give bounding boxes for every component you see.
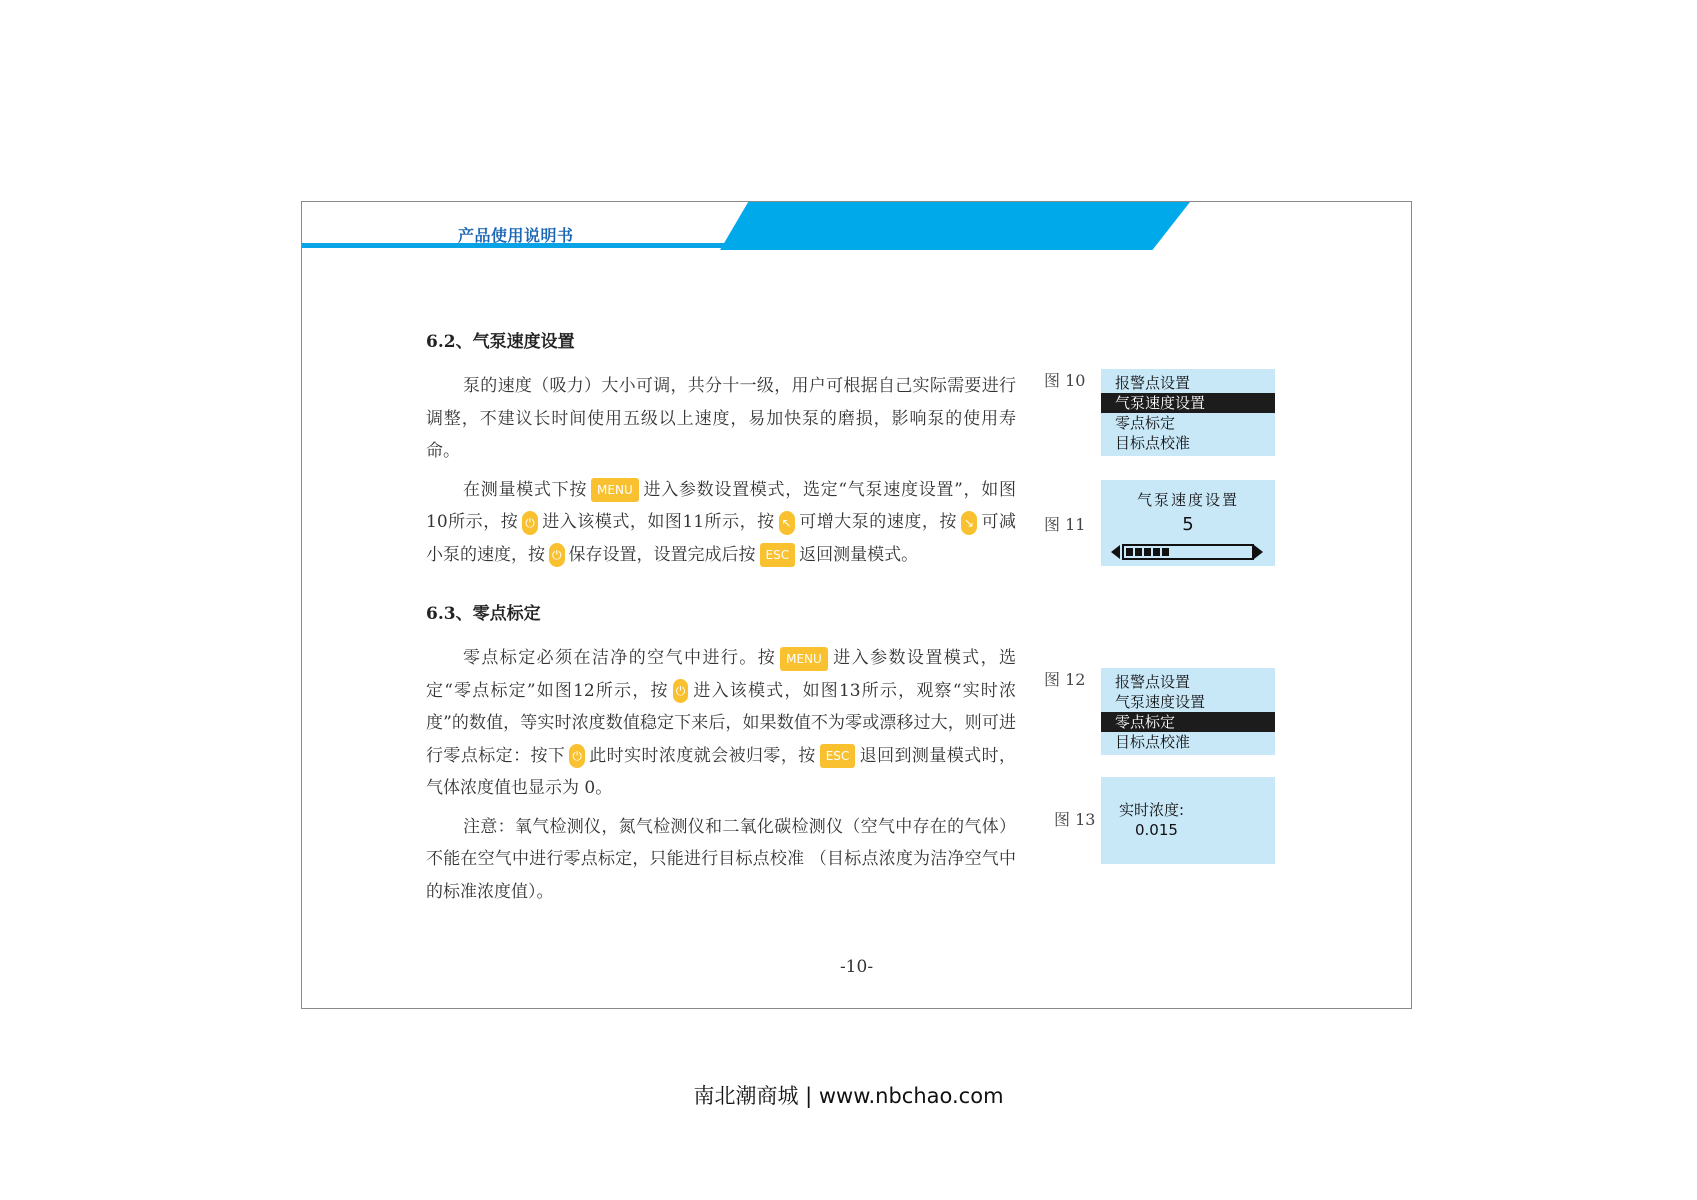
figure-12-lcd-menu xyxy=(1101,668,1275,755)
lcd-menu-item: 报警点设置 xyxy=(1115,374,1191,392)
lcd-concentration-value: 0.015 xyxy=(1135,821,1178,839)
lcd-speed-value: 5 xyxy=(1182,514,1194,535)
header-band xyxy=(720,202,1190,250)
progress-segment xyxy=(1162,548,1169,556)
lcd-menu-item: 气泵速度设置 xyxy=(1115,693,1206,711)
speed-progress-bar xyxy=(1111,544,1263,558)
lcd-menu-item: 零点标定 xyxy=(1115,414,1176,432)
lcd-menu-item: 报警点设置 xyxy=(1115,673,1191,691)
power-key-icon: ⏻ xyxy=(569,744,585,768)
esc-key-icon: ESC xyxy=(760,543,796,567)
menu-key-icon: MENU xyxy=(591,478,639,502)
page-number: -10- xyxy=(839,957,874,977)
manual-title: 产品使用说明书 xyxy=(458,226,574,245)
progress-track xyxy=(1122,544,1254,560)
lcd-menu-item: 目标点校准 xyxy=(1115,434,1191,452)
progress-segment xyxy=(1153,548,1160,556)
menu-key-icon: MENU xyxy=(780,647,828,671)
esc-key-icon: ESC xyxy=(820,744,856,768)
progress-segment xyxy=(1126,548,1133,556)
manual-page xyxy=(301,201,1412,1009)
progress-segment xyxy=(1135,548,1142,556)
paragraph: 零点标定必须在洁净的空气中进行。按 MENU 进入参数设置模式，选定“零点标定”如图12所示，按 ⏻ 进入该模式，如图13所示，观察“实时浓度”的数值，等实时浓度数值稳定下来后，如果数值不为零或漂移过大，则可进行零点标定：按下 ⏻ 此时实时浓度就会被归零，按 ESC 退回到测量模式时，气体浓度值也显示为 0。 xyxy=(426,648,1017,798)
progress-segment xyxy=(1144,548,1151,556)
section-heading-6-3: 6.3、零点标定 xyxy=(426,604,541,624)
figure-13-lcd-concentration xyxy=(1101,777,1275,864)
content-column xyxy=(426,327,1016,914)
site-footer: 南北潮商城 | www.nbchao.com xyxy=(693,1084,1004,1108)
lcd-menu-item-selected: 零点标定 xyxy=(1101,712,1275,732)
arrow-right-icon xyxy=(1254,545,1263,559)
figure-13-label: 图 13 xyxy=(1054,810,1096,829)
lcd-concentration-label: 实时浓度: xyxy=(1119,801,1185,819)
up-key-icon: ↖ xyxy=(779,511,795,535)
figure-10-lcd-menu xyxy=(1101,369,1275,456)
figure-10-label: 图 10 xyxy=(1044,371,1086,390)
section-heading-6-2: 6.2、气泵速度设置 xyxy=(426,332,575,352)
paragraph-note: 注意：氧气检测仪，氮气检测仪和二氧化碳检测仪（空气中存在的气体）不能在空气中进行零点标定，只能进行目标点校准 （目标点浓度为洁净空气中的标准浓度值）。 xyxy=(426,816,1016,902)
down-key-icon: ↘ xyxy=(961,511,977,535)
power-key-icon: ⏻ xyxy=(522,511,538,535)
lcd-screen-title: 气泵速度设置 xyxy=(1136,491,1239,509)
lcd-menu-item: 目标点校准 xyxy=(1115,733,1191,751)
lcd-menu-item-selected: 气泵速度设置 xyxy=(1101,393,1275,413)
arrow-left-icon xyxy=(1111,545,1120,559)
power-key-icon: ⏻ xyxy=(549,543,565,567)
figure-11-label: 图 11 xyxy=(1044,515,1086,534)
figure-12-label: 图 12 xyxy=(1044,670,1086,689)
paragraph: 在测量模式下按 MENU 进入参数设置模式，选定“气泵速度设置”，如图10所示，按 ⏻ 进入该模式，如图11所示，按 ↖ 可增大泵的速度，按 ↘ 可减小泵的速度，按 ⏻ 保存设置，设置完成后按 ESC 返回测量模式。 xyxy=(426,474,1016,572)
power-key-icon: ⏻ xyxy=(673,679,689,703)
figure-11-lcd-pump-speed xyxy=(1101,480,1275,566)
progress-fill xyxy=(1126,548,1169,556)
paragraph: 泵的速度（吸力）大小可调，共分十一级，用户可根据自己实际需要进行调整，不建议长时间使用五级以上速度，易加快泵的磨损，影响泵的使用寿命。 xyxy=(426,376,1016,461)
